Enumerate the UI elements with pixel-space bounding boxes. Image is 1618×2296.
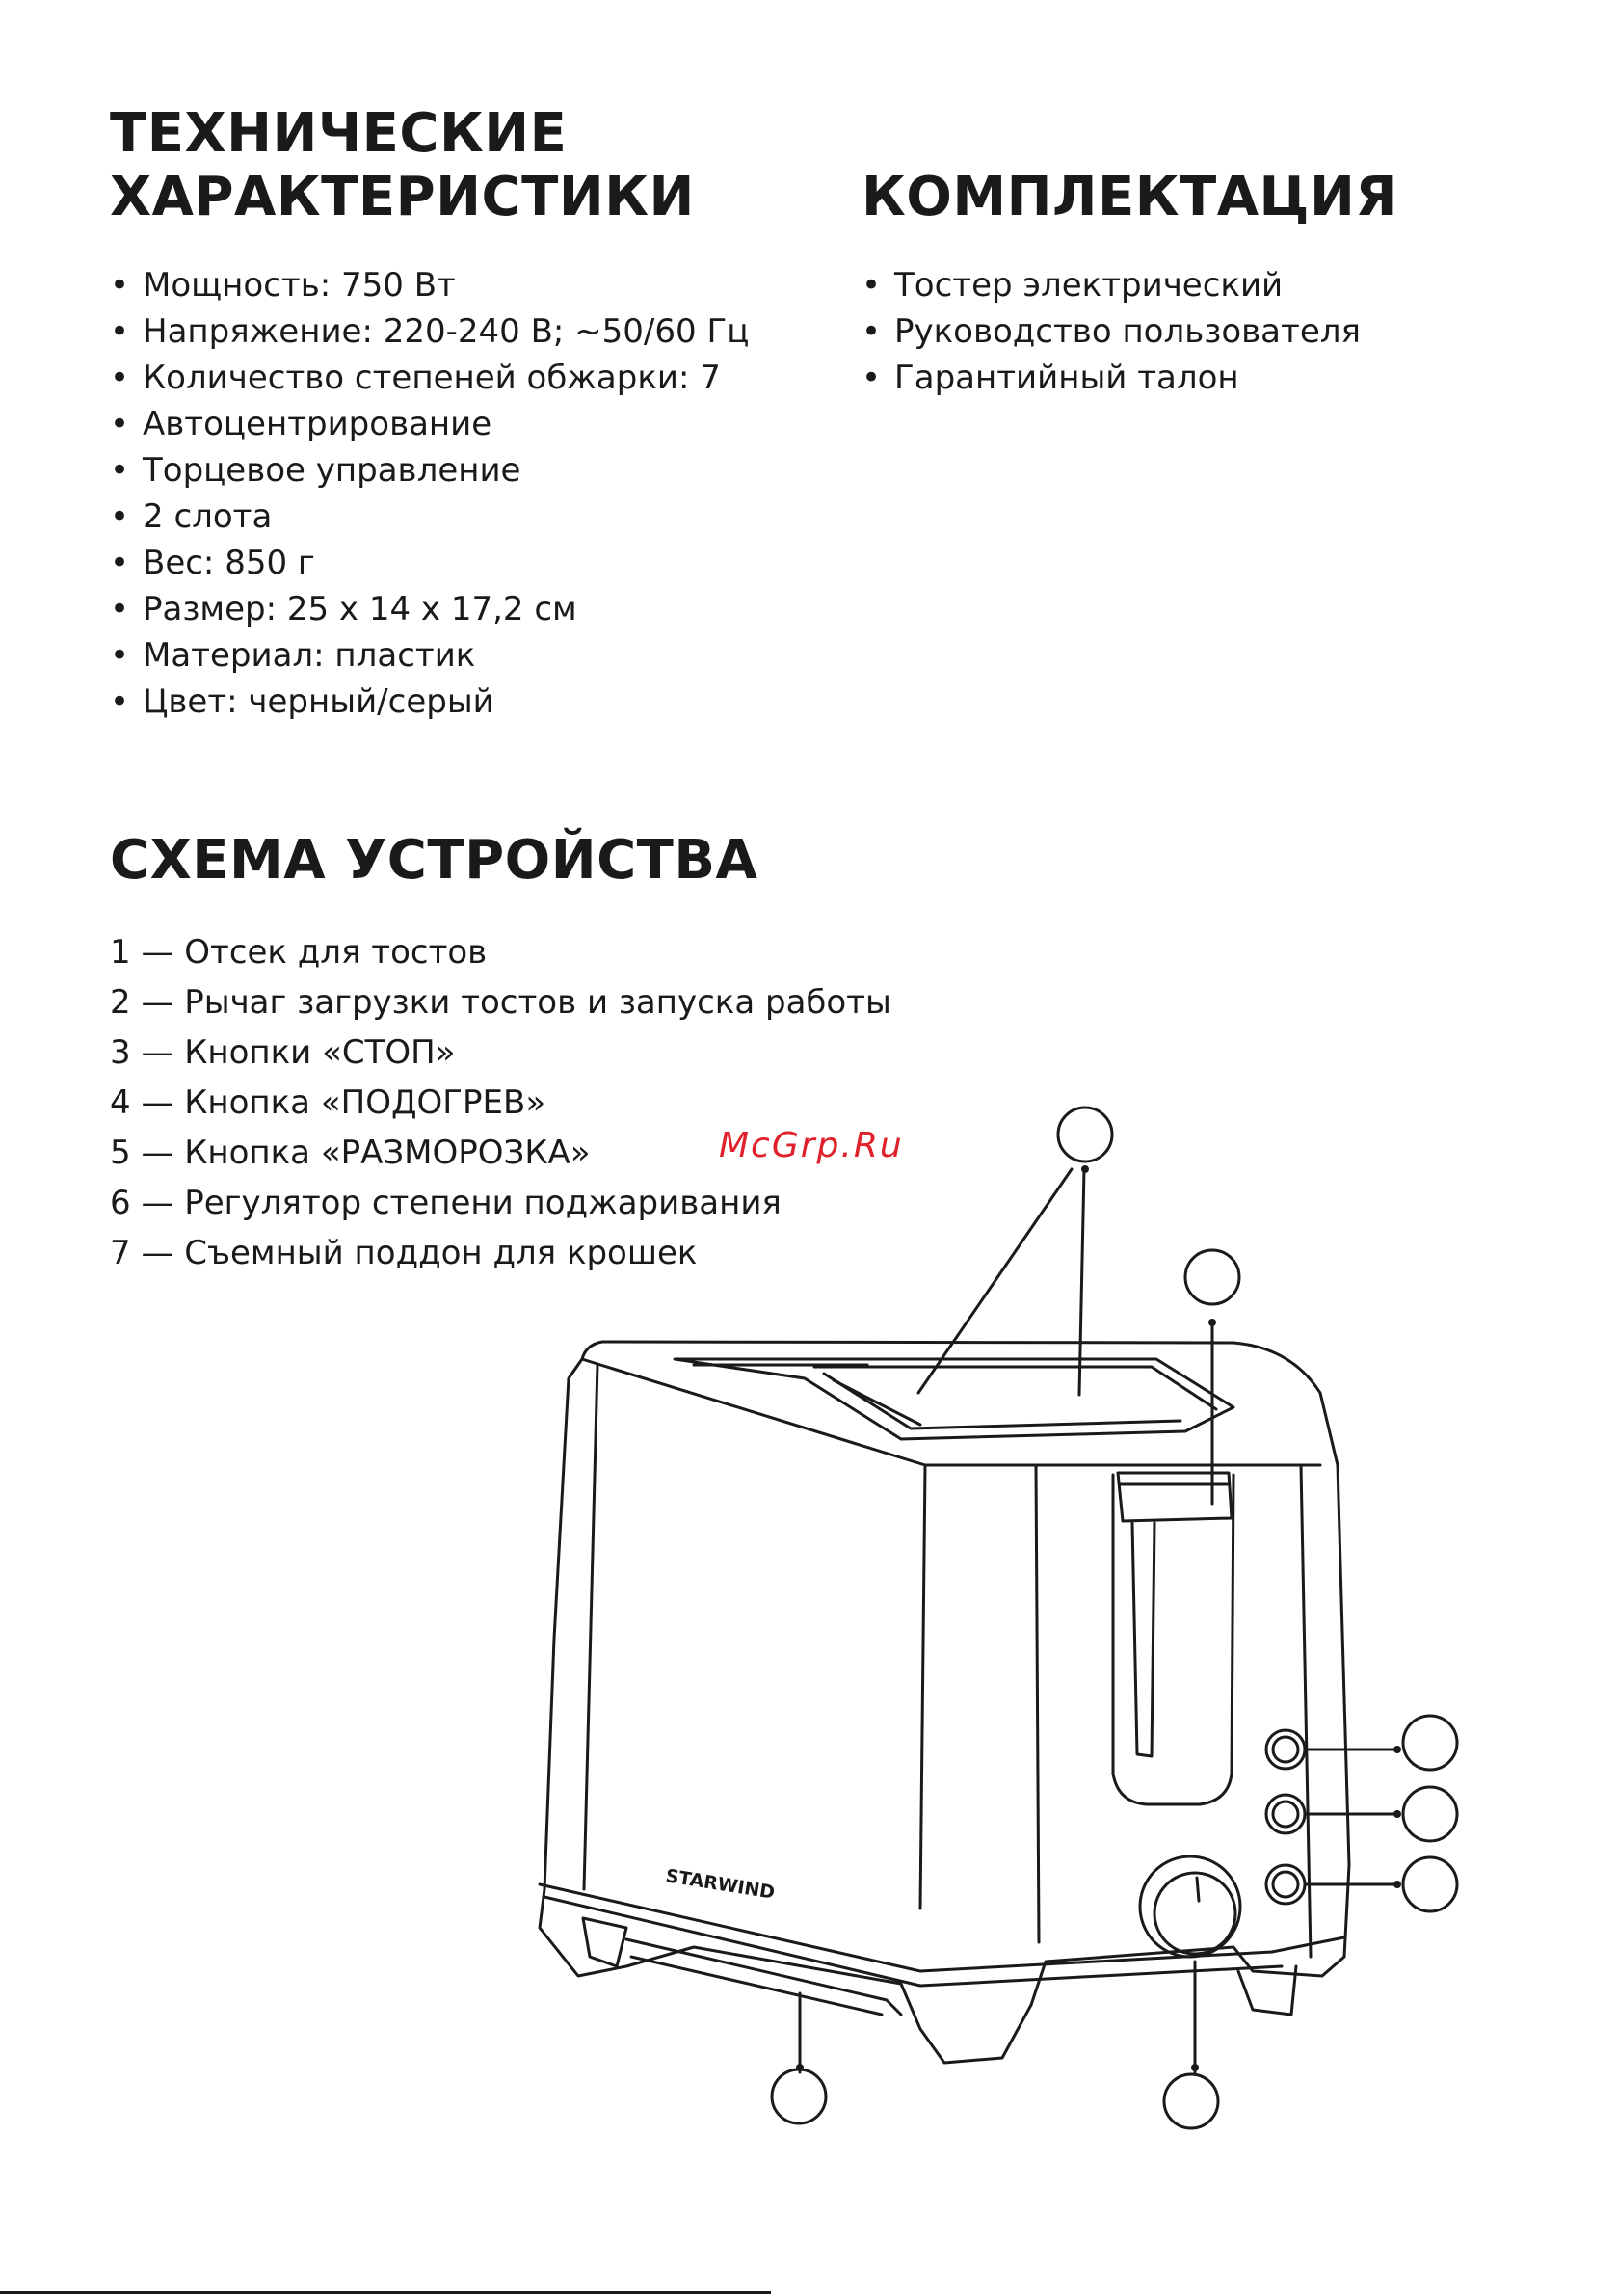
- footer-divider: [0, 2291, 771, 2294]
- list-item: • Тостер электрический: [862, 262, 1361, 308]
- list-item: • Руководство пользователя: [862, 308, 1361, 355]
- callout-circle: [1164, 2074, 1218, 2128]
- list-item: • Количество степеней обжарки: 7: [110, 355, 749, 401]
- callout-circle: [772, 2069, 826, 2123]
- legend-item: 3 — Кнопки «СТОП»: [110, 1033, 456, 1072]
- list-item: • Гарантийный талон: [862, 355, 1361, 401]
- callout-circle: [1403, 1787, 1457, 1841]
- scheme-heading: СХЕМА УСТРОЙСТВА: [110, 829, 758, 892]
- brand-logo: STARWIND: [664, 1865, 777, 1904]
- legend-item: 5 — Кнопка «РАЗМОРОЗКА»: [110, 1134, 591, 1172]
- specs-heading-line1: ТЕХНИЧЕСКИЕ: [110, 102, 568, 165]
- list-item: • Торцевое управление: [110, 447, 749, 494]
- watermark: McGrp.Ru: [719, 1126, 904, 1165]
- specs-heading-line2: ХАРАКТЕРИСТИКИ: [110, 166, 695, 228]
- legend-item: 1 — Отсек для тостов: [110, 933, 488, 972]
- callout-circle: [1403, 1716, 1457, 1770]
- lever-handle: [1118, 1473, 1232, 1521]
- list-item: • Цвет: черный/серый: [110, 679, 749, 725]
- list-item: • Напряжение: 220-240 В; ~50/60 Гц: [110, 308, 749, 355]
- legend-item: 4 — Кнопка «ПОДОГРЕВ»: [110, 1083, 546, 1122]
- legend-item: 7 — Съемный поддон для крошек: [110, 1234, 698, 1272]
- kit-heading: КОМПЛЕКТАЦИЯ: [862, 166, 1397, 228]
- legend-item: 6 — Регулятор степени поджаривания: [110, 1184, 782, 1222]
- list-item: • Размер: 25 х 14 х 17,2 см: [110, 586, 749, 632]
- callout-circle: [1403, 1857, 1457, 1911]
- list-item: • Автоцентрирование: [110, 401, 749, 447]
- legend-item: 2 — Рычаг загрузки тостов и запуска работы: [110, 983, 891, 1022]
- list-item: • Мощность: 750 Вт: [110, 262, 749, 308]
- callout-circle: [1185, 1250, 1239, 1304]
- list-item: • Вес: 850 г: [110, 540, 749, 586]
- list-item: • Материал: пластик: [110, 632, 749, 679]
- list-item: • 2 слота: [110, 494, 749, 540]
- callout-circle: [1058, 1108, 1112, 1161]
